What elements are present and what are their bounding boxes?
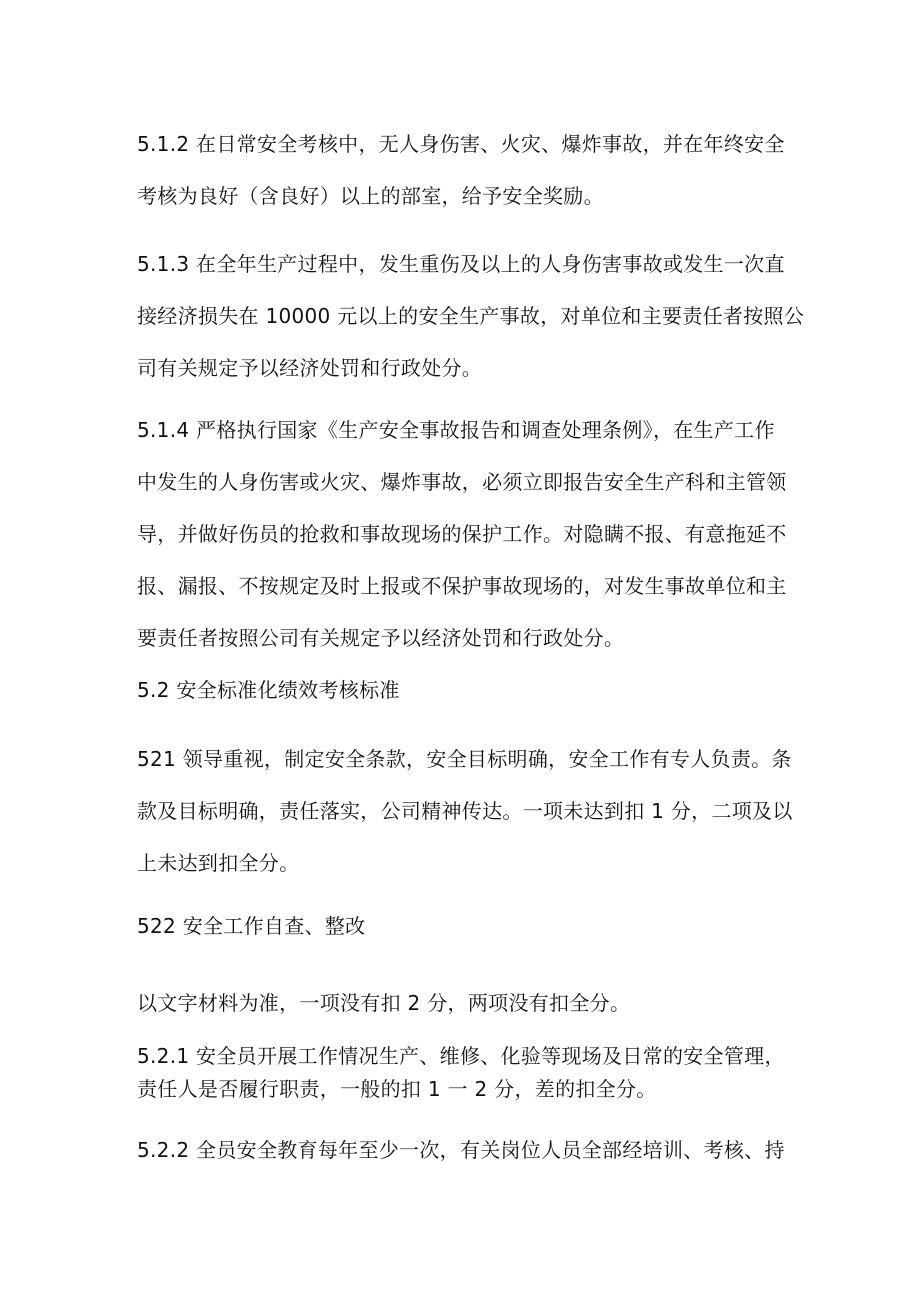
paragraph-5-1-2: [137, 118, 787, 222]
paragraph-521: [137, 733, 793, 889]
text-line: 报、漏报、不按规定及时上报或不保护事故现场的，对发生事故单位和主: [137, 574, 787, 598]
paragraph-written-material: [137, 977, 787, 1029]
text-line: 5.2.2 全员安全教育每年至少一次，有关岗位人员全部经培训、考核、持: [137, 1138, 785, 1162]
text-line: 导，并做好伤员的抢救和事故现场的保护工作。对隐瞒不报、有意拖延不: [137, 522, 787, 546]
text-line: 5.2 安全标准化绩效考核标准: [137, 678, 400, 702]
text-line: 中发生的人身伤害或火灾、爆炸事故，必须立即报告安全生产科和主管领: [137, 470, 787, 494]
text-line: 5.1.2 在日常安全考核中，无人身伤害、火灾、爆炸事故，并在年终安全: [137, 132, 785, 156]
text-line: 上未达到扣全分。: [137, 851, 300, 875]
text-line: 款及目标明确，责任落实，公司精神传达。一项未达到扣 1 分，二项及以: [137, 799, 793, 823]
paragraph-5-2-2: [137, 1124, 787, 1176]
paragraph-522: [137, 900, 787, 952]
text-line: 接经济损失在 10000 元以上的安全生产事故，对单位和主要责任者按照公: [137, 304, 805, 328]
text-line: 要责任者按照公司有关规定予以经济处罚和行政处分。: [137, 626, 625, 650]
text-line: 以文字材料为准，一项没有扣 2 分，两项没有扣全分。: [137, 991, 631, 1015]
text-line: 522 安全工作自查、整改: [137, 914, 366, 938]
paragraph-5-1-4: [137, 404, 787, 664]
text-line: 521 领导重视，制定安全条款，安全目标明确，安全工作有专人负责。条: [137, 747, 792, 771]
paragraph-5-1-3: [137, 238, 805, 394]
text-line: 5.1.3 在全年生产过程中，发生重伤及以上的人身伤害事故或发生一次直: [137, 252, 785, 276]
paragraph-5-2-1: [137, 1040, 787, 1106]
text-line: 责任人是否履行职责，一般的扣 1 一 2 分，差的扣全分。: [137, 1077, 657, 1101]
section-heading-5-2: [137, 664, 787, 716]
text-line: 5.2.1 安全员开展工作情况生产、维修、化验等现场及日常的安全管理，: [137, 1044, 785, 1068]
text-line: 司有关规定予以经济处罚和行政处分。: [137, 356, 483, 380]
text-line: 考核为良好（含良好）以上的部室，给予安全奖励。: [137, 184, 604, 208]
text-line: 5.1.4 严格执行国家《生产安全事故报告和调查处理条例》，在生产工作: [137, 418, 775, 442]
